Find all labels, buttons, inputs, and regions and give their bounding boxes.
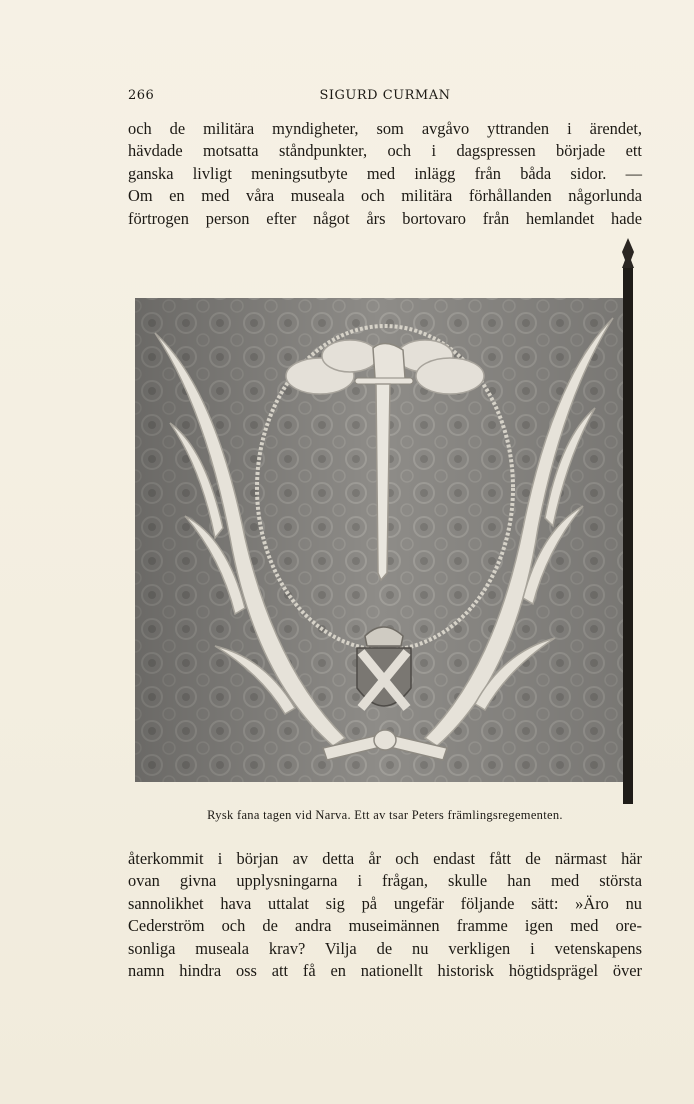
text-line: Om en med våra museala och militära förhållanden någorlunda xyxy=(128,186,642,206)
text-line: Cederström och de andra museimännen framme igen med ore- xyxy=(128,916,642,936)
running-head: SIGURD CURMAN xyxy=(319,88,451,103)
text-line: hävdade motsatta ståndpunkter, och i dagspressen började ett xyxy=(128,141,642,161)
paragraph-top xyxy=(128,118,642,230)
flag-photograph xyxy=(135,238,645,806)
text-line: sonliga museala krav? Vilja de nu verkligen i vetenskapens xyxy=(128,938,642,958)
text-line: ganska livligt meningsutbyte med inlägg från båda sidor. — xyxy=(128,163,642,183)
text-line: och de militära myndigheter, som avgåvo yttranden i ärendet, xyxy=(128,119,642,138)
paragraph-bottom xyxy=(128,848,642,982)
flagpole xyxy=(622,238,634,804)
text-line: ovan givna upplysningarna i frågan, skulle han med största xyxy=(128,871,642,891)
text-line: återkommit i början av detta år och endast fått de närmast här xyxy=(128,849,642,868)
text-line: sannolikhet hava uttalat sig på ungefär följande sätt: »Äro nu xyxy=(128,893,642,913)
page-number: 266 xyxy=(128,88,155,103)
text-line: namn hindra oss att få en nationellt historisk högtidsprägel över xyxy=(128,961,642,981)
crowned-shield xyxy=(357,627,411,708)
figure-caption: Rysk fana tagen vid Narva. Ett av tsar Peters främlingsregementen. xyxy=(207,808,563,822)
text-line: förtrogen person efter något års bortovaro från hemlandet hade xyxy=(128,208,642,228)
